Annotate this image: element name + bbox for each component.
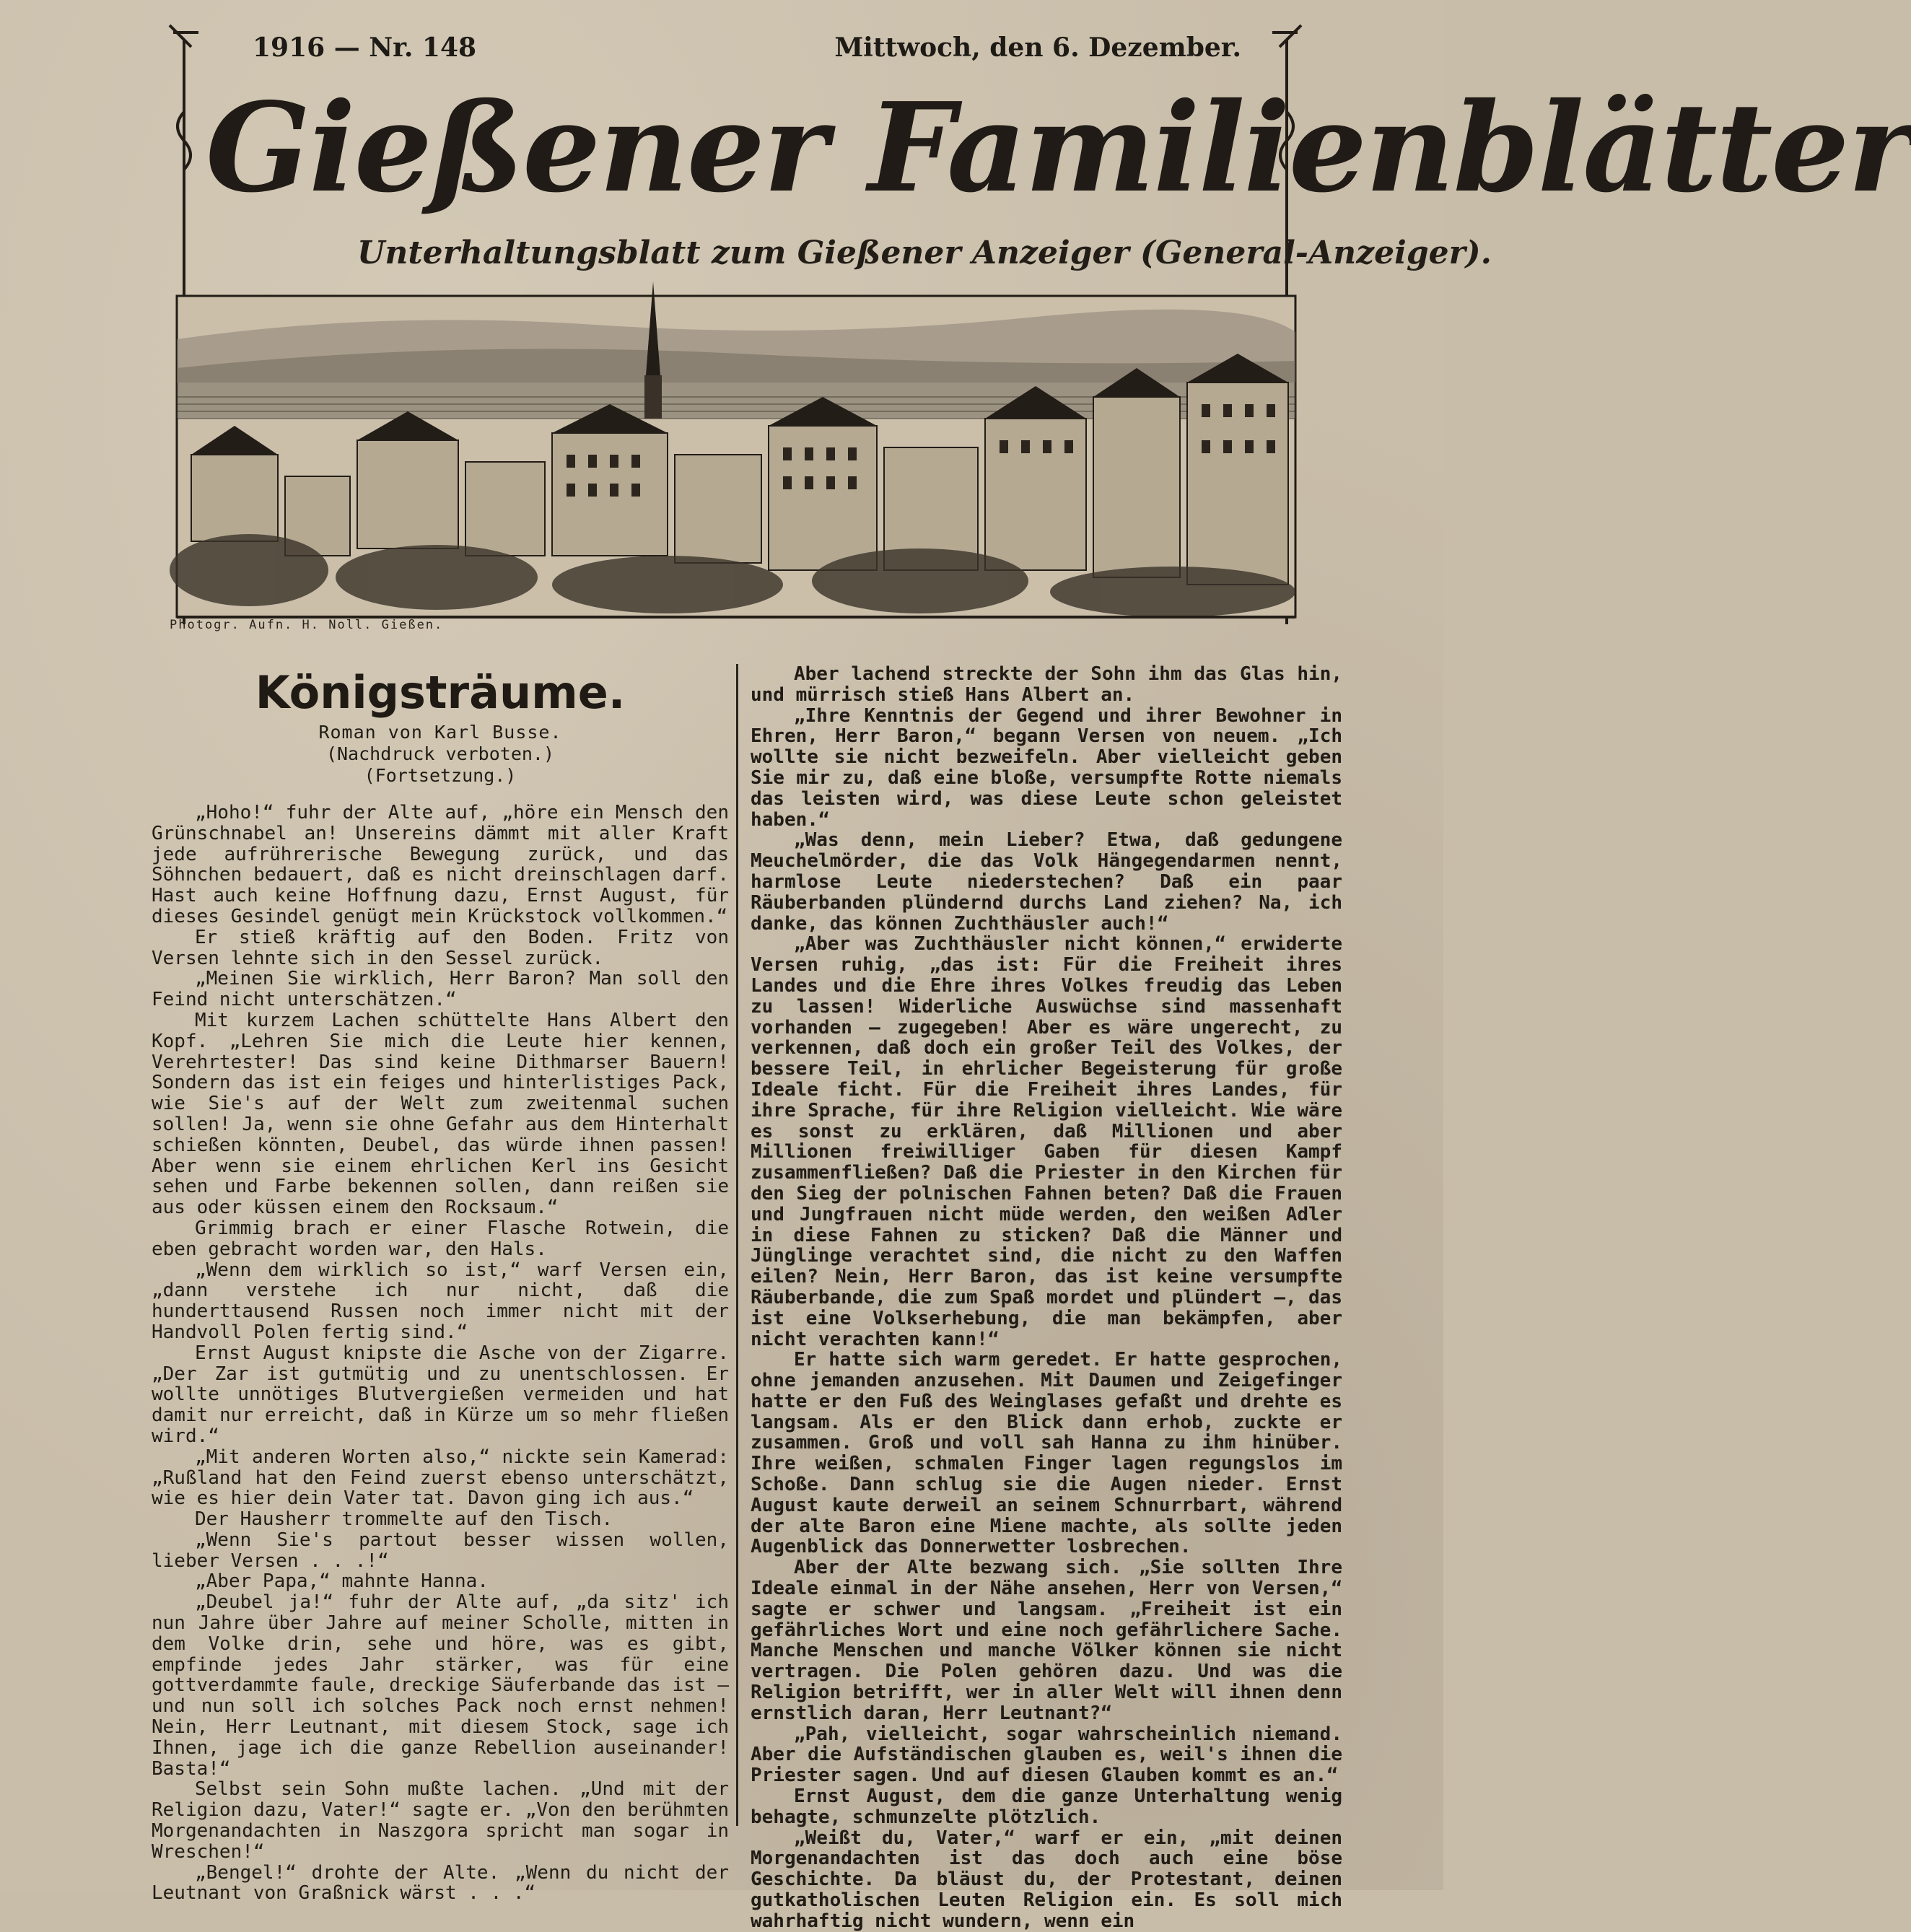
paragraph: Ernst August knipste die Asche von der Zigarre. „Der Zar ist gutmütig und zu unentschlossen. Er wollte unnötiges Blutvergießen vermeiden und hat damit nur erreicht, daß in Kürze um so mehr fließen wird.“ [152, 1342, 729, 1447]
paragraph: „Pah, vielleicht, sogar wahrscheinlich niemand. Aber die Aufständischen glauben es, weil's ihnen die Priester sagen. Und auf diesen Glauben kommt es an.“ [751, 1723, 1342, 1787]
paragraph: „Wenn dem wirklich so ist,“ warf Versen ein, „dann verstehe ich nur nicht, daß die hunderttausend Russen noch immer nicht mit der Handvoll Polen fertig sind.“ [152, 1259, 729, 1343]
paragraph: „Bengel!“ drohte der Alte. „Wenn du nicht der Leutnant von Graßnick wärst . . .“ [152, 1861, 729, 1905]
paragraph: „Deubel ja!“ fuhr der Alte auf, „da sitz' ich nun Jahre über Jahre auf meiner Scholle, mitten in dem Volke drin, sehe und höre, was es gibt, empfinde jedes Jahr stärker, was für eine gottverdammte faule, dreckige Säuferbande das ist — und nun soll ich solches Pack noch ernst nehmen! Nein, Herr Leutnant, mit diesem Stock, sage ich Ihnen, jage ich die ganze Rebellion auseinander! Basta!“ [152, 1591, 729, 1780]
paragraph: „Aber Papa,“ mahnte Hanna. [195, 1570, 489, 1593]
issue-number: 1916 — Nr. 148 [253, 32, 477, 63]
article-title: Königsträume. [255, 666, 626, 719]
paragraph: „Meinen Sie wirklich, Herr Baron? Man soll den Feind nicht unterschätzen.“ [152, 968, 729, 1011]
newspaper-subtitle: Unterhaltungsblatt zum Gießener Anzeiger (General-Anzeiger). [357, 235, 1492, 271]
paragraph: Selbst sein Sohn mußte lachen. „Und mit der Religion dazu, Vater!“ sagte er. „Von den berühmten Morgenandachten in Naszgora spricht man sogar in Wreschen!“ [152, 1778, 729, 1863]
left-column [152, 664, 729, 1904]
paragraph: Mit kurzem Lachen schüttelte Hans Albert den Kopf. „Lehren Sie mich die Leute hier kennen, Verehrtester! Das sind keine Dithmarser Bauern! Sondern das ist ein feiges und hinterlistiges Pack, wie Sie's auf der Welt zum zweitenmal suchen sollen! Ja, wenn sie ohne Gefahr aus dem Hinterhalt schießen könnten, Deubel, das würde ihnen passen! Aber wenn sie einem ehrlichen Kerl ins Gesicht sehen und Farbe bekennen sollen, dann reißen sie aus oder küssen einem den Rocksaum.“ [152, 1009, 729, 1219]
paragraph: „Weißt du, Vater,“ warf er ein, „mit deinen Morgenandachten ist das doch auch eine böse Geschichte. Da bläust du, der Protestant, deinen gutkatholischen Leuten Religion ein. Es soll mich wahrhaftig nicht wundern, wenn ein [751, 1827, 1342, 1932]
paragraph: Aber lachend streckte der Sohn ihm das Glas hin, und mürrisch stieß Hans Albert an. [751, 663, 1342, 706]
right-column [751, 664, 1342, 1932]
column-divider [736, 664, 738, 1826]
paragraph: „Ihre Kenntnis der Gegend und ihrer Bewohner in Ehren, Herr Baron,“ begann Versen von neuem. „Ich wollte sie nicht bezweifeln. Aber vielleicht geben Sie mir zu, daß eine bloße, versumpfte Rotte niemals das leisten wird, was diese Leute schon geleistet haben.“ [751, 704, 1342, 831]
newspaper-title: Gießener Familienblätter [206, 76, 1911, 220]
paragraph: Ernst August, dem die ganze Unterhaltung wenig behagte, schmunzelte plötzlich. [751, 1785, 1342, 1828]
dateline [253, 32, 1241, 76]
photo-credit: Photogr. Aufn. H. Noll. Gießen. [170, 618, 444, 632]
paragraph: „Was denn, mein Lieber? Etwa, daß gedungene Meuchelmörder, die das Volk Hängegendarmen nennt, harmlose Leute niederstechen? Daß ein paar Räuberbanden plündernd durchs Land ziehen? Na, ich danke, das können Zuchthäusler auch!“ [751, 829, 1342, 935]
paragraph: Er hatte sich warm geredet. Er hatte gesprochen, ohne jemanden anzusehen. Mit Daumen und Zeigefinger hatte er den Fuß des Weinglases gefaßt und drehte es langsam. Als er den Blick dann erhob, zuckte er zusammen. Groß und voll sah Hanna zu ihm hinüber. Ihre weißen, schmalen Finger lagen regungslos im Schoße. Dann schlug sie die Augen nieder. Ernst August kaute derweil an seinem Schnurrbart, während der alte Baron eine Miene machte, als sollte jeden Augenblick das Donnerwetter losbrechen. [751, 1349, 1342, 1558]
continuation-note: (Fortsetzung.) [364, 765, 517, 786]
paragraph: „Mit anderen Worten also,“ nickte sein Kamerad: „Rußland hat den Feind zuerst ebenso unterschätzt, wie es hier dein Vater tat. Davon ging ich aus.“ [152, 1446, 729, 1510]
paragraph: Der Hausherr trommelte auf den Tisch. [195, 1508, 613, 1531]
masthead [162, 22, 1911, 635]
paragraph: Er stieß kräftig auf den Boden. Fritz von Versen lehnte sich in den Sessel zurück. [152, 926, 729, 969]
article-byline: Roman von Karl Busse. [318, 722, 562, 743]
paragraph: Aber der Alte bezwang sich. „Sie sollten Ihre Ideale einmal in der Nähe ansehen, Herr von Versen,“ sagte er schwer und langsam. „Freiheit ist ein gefährliches Wort und eine noch gefährlichere Sache. Manche Menschen und manche Völker können sie nicht vertragen. Die Polen gehören dazu. Und was die Religion betrifft, wer in aller Welt will ihnen denn ernstlich daran, Herr Leutnant?“ [751, 1557, 1342, 1724]
paragraph: „Hoho!“ fuhr der Alte auf, „höre ein Mensch den Grünschnabel an! Unsereins dämmt mit aller Kraft jede aufrührerische Bewegung zurück, und das Söhnchen bedauert, daß es nicht dreinschlagen darf. Hast auch keine Hoffnung dazu, Ernst August, für dieses Gesindel genügt mein Krückstock vollkommen.“ [152, 802, 729, 927]
paragraph: „Aber was Zuchthäusler nicht können,“ erwiderte Versen ruhig, „das ist: Für die Freiheit ihres Landes und die Ehre ihres Volkes freudig das Leben zu lassen! Widerliche Auswüchse sind massenhaft vorhanden — zugegeben! Aber es wäre ungerecht, zu verkennen, daß doch ein großer Teil des Volkes, der bessere Teil, in ehrlicher Begeisterung für große Ideale ficht. Für die Freiheit ihres Landes, für ihre Sprache, für ihre Religion vielleicht. Wie wäre es sonst zu erklären, daß Millionen und aber Millionen freiwilliger Gaben für diesen Kampf zusammenfließen? Daß die Priester in den Kirchen für den Sieg der polnischen Fahnen beten? Daß die Frauen und Jungfrauen nicht müde werden, den weißen Adler in diese Fahnen zu sticken? Daß die Männer und Jünglinge verachtet sind, die nicht zu den Waffen eilen? Nein, Herr Baron, das ist keine versumpfte Räuberbande, die zum Spaß mordet und plündert —, das ist eine Volkserhebung, die man bekämpfen, aber nicht verachten kann!“ [751, 933, 1342, 1350]
reprint-notice: (Nachdruck verboten.) [325, 743, 555, 764]
paragraph: „Wenn Sie's partout besser wissen wollen, lieber Versen . . .!“ [152, 1529, 729, 1572]
issue-date: Mittwoch, den 6. Dezember. [834, 32, 1241, 63]
paragraph: Grimmig brach er einer Flasche Rotwein, die eben gebracht worden war, den Hals. [152, 1217, 729, 1260]
city-panorama-illustration [162, 296, 1310, 628]
